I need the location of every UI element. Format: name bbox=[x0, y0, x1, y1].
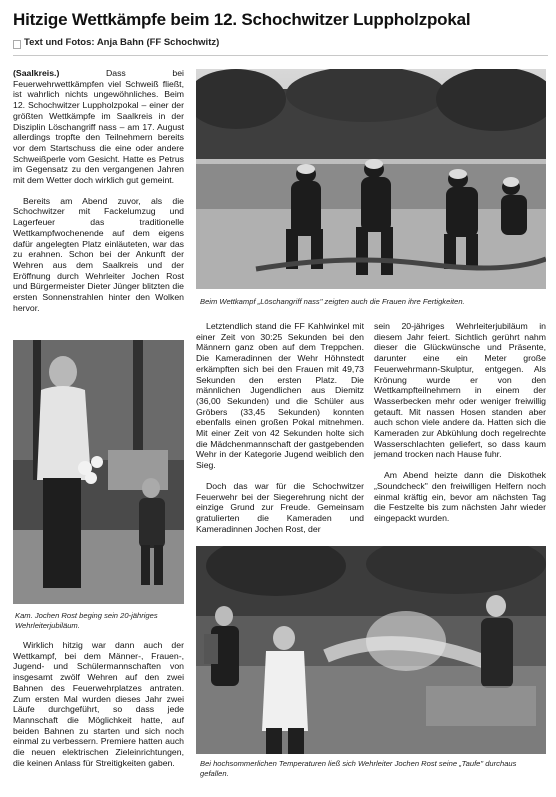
photo-loeschangriff-image bbox=[196, 69, 546, 289]
lead-paragraph-text: Dass bei Feuerwehrwettkämpfen viel Schweiß fließt, ist wahrlich nichts ungewöhnliches. Beim 12. Schochwitzer Luppholzpokal – einer der größten Wettkämpfe im Saalkreis in der Disziplin Löschangriff nass – am 17. August allerdings tropfte den Teilnehmern bereits vor dem Startschuss die eine oder andere Schweißperle vom Gesicht. Hatte es Petrus im Gegensatz zu den vergangenen Jahren mit dem Wetter doch wirklich gut gemeint. bbox=[13, 68, 184, 186]
article-byline: Text und Fotos: Anja Bahn (FF Schochwitz) bbox=[24, 37, 220, 48]
photo-taufe bbox=[196, 546, 546, 754]
photo-taufe-image bbox=[196, 546, 546, 754]
caption-top-photo: Beim Wettkampf „Löschangriff nass" zeigten auch die Frauen ihre Fertigkeiten. bbox=[200, 297, 465, 306]
caption-bottom-photo: Bei hochsommerlichen Temperaturen ließ sich Wehrleiter Jochen Rost seine „Taufe" durchaus gefallen. bbox=[200, 759, 517, 778]
body-paragraph: Bereits am Abend zuvor, als die Schochwitzer mit Fackelumzug und Lagerfeuer das traditionelle Wettkampfwochenende auf dem eigens dafür angelegten Platz einläuteten, war das zu erahnen. Schon bei der Ankunft der Wehren aus dem Saalkreis und der Eröffnung durch Wehrleiter Jochen Rost und Bürgermeister Dieter Jünger blitzten die ersten Sonnenstrahlen hinter den Wolken hervor. bbox=[13, 195, 184, 313]
lead-dateline: (Saalkreis.) bbox=[13, 68, 60, 78]
body-paragraph: Am Abend heizte dann die Diskothek „Soundcheck" den freiwilligen Helfern noch einmal kräftig ein, bevor am nächsten Tag die Festzelte bis zum nächsten Jahr wieder eingepackt wurden. bbox=[374, 470, 546, 523]
body-paragraph: Wirklich hitzig war dann auch der Wettkampf, bei dem Männer-, Frauen-, Jugend- und Schülermannschaften von insgesamt zwölf Wehren auf den zwei Bahnen des Feuerwehrplatzes antraten. Zum ersten Mal wurden dieses Jahr zwei Läufe durchgeführt, so dass jede Mannschaft die Möglichkeit hatte, auf beiden Bahnen zu starten und sich noch einmal zu verbessern. Premiere hatten auch die neuen elektrischen Zieleinrichtungen, die keinen Anlass für Streitigkeiten gaben. bbox=[13, 640, 184, 768]
column-1-top bbox=[13, 68, 184, 323]
body-paragraph: Letztendlich stand die FF Kahlwinkel mit einer Zeit von 30:25 Sekunden bei den Männern ganz oben auf dem Treppchen. Die Kameradinnen der Wehr Höhnstedt erkämpften sich bei den Frauen mit 49,73 Sekunden den ersten Platz. Die männlichen Jugendlichen aus Diemitz (36,00 Sekunden) und die Schüler aus Gröbers (33,45 Sekunden) konnten ebenfalls einen großen Pokal mitnehmen. Mit einer Zeit von 42 Sekunden holte sich die Mädchenmannschaft der gastgebenden Wehr in der Kategorie Jugend weiblich den Sieg. bbox=[196, 321, 364, 471]
body-paragraph: sein 20-jähriges Wehrleiterjubiläum in diesem Jahr feiert. Sichtlich gerührt nahm dieser die Glückwünsche und Präsente, darunter eine ein Meter große Feuerwehrmann-Skulptur, entgegen. Als Krönung wurde er von den Wettkampfteilnehmern in einem der Wasserbecken mehr oder weniger freiwillig getauft. Mit nassen Hosen standen aber auch schon viele andere da. Hatten sich die Kameraden zur Abkühlung doch regelrechte Wasserschlachten geliefert, so dass kaum jemand trocken nach Hause fuhr. bbox=[374, 321, 546, 460]
photo-jochen-rost-image bbox=[13, 340, 184, 604]
column-1-bottom bbox=[13, 640, 184, 778]
caption-left-photo: Kam. Jochen Rost beging sein 20-jähriges Wehrleiterjubiläum. bbox=[15, 611, 158, 630]
lead-paragraph bbox=[13, 68, 184, 186]
body-paragraph: Doch das war für die Schochwitzer Feuerwehr bei der Siegerehrung nicht der einzige Grund zur Freude. Gemeinsam gratulierten die Kameraden und Kameradinnen Jochen Rost, der bbox=[196, 480, 364, 534]
column-3 bbox=[374, 321, 546, 534]
byline-marker-icon bbox=[13, 40, 21, 49]
photo-jochen-rost-jubilaeum bbox=[13, 340, 184, 604]
header-divider bbox=[13, 55, 548, 56]
photo-loeschangriff bbox=[196, 69, 546, 289]
column-2 bbox=[196, 321, 364, 544]
article-headline: Hitzige Wettkämpfe beim 12. Schochwitzer Luppholzpokal bbox=[13, 10, 471, 29]
